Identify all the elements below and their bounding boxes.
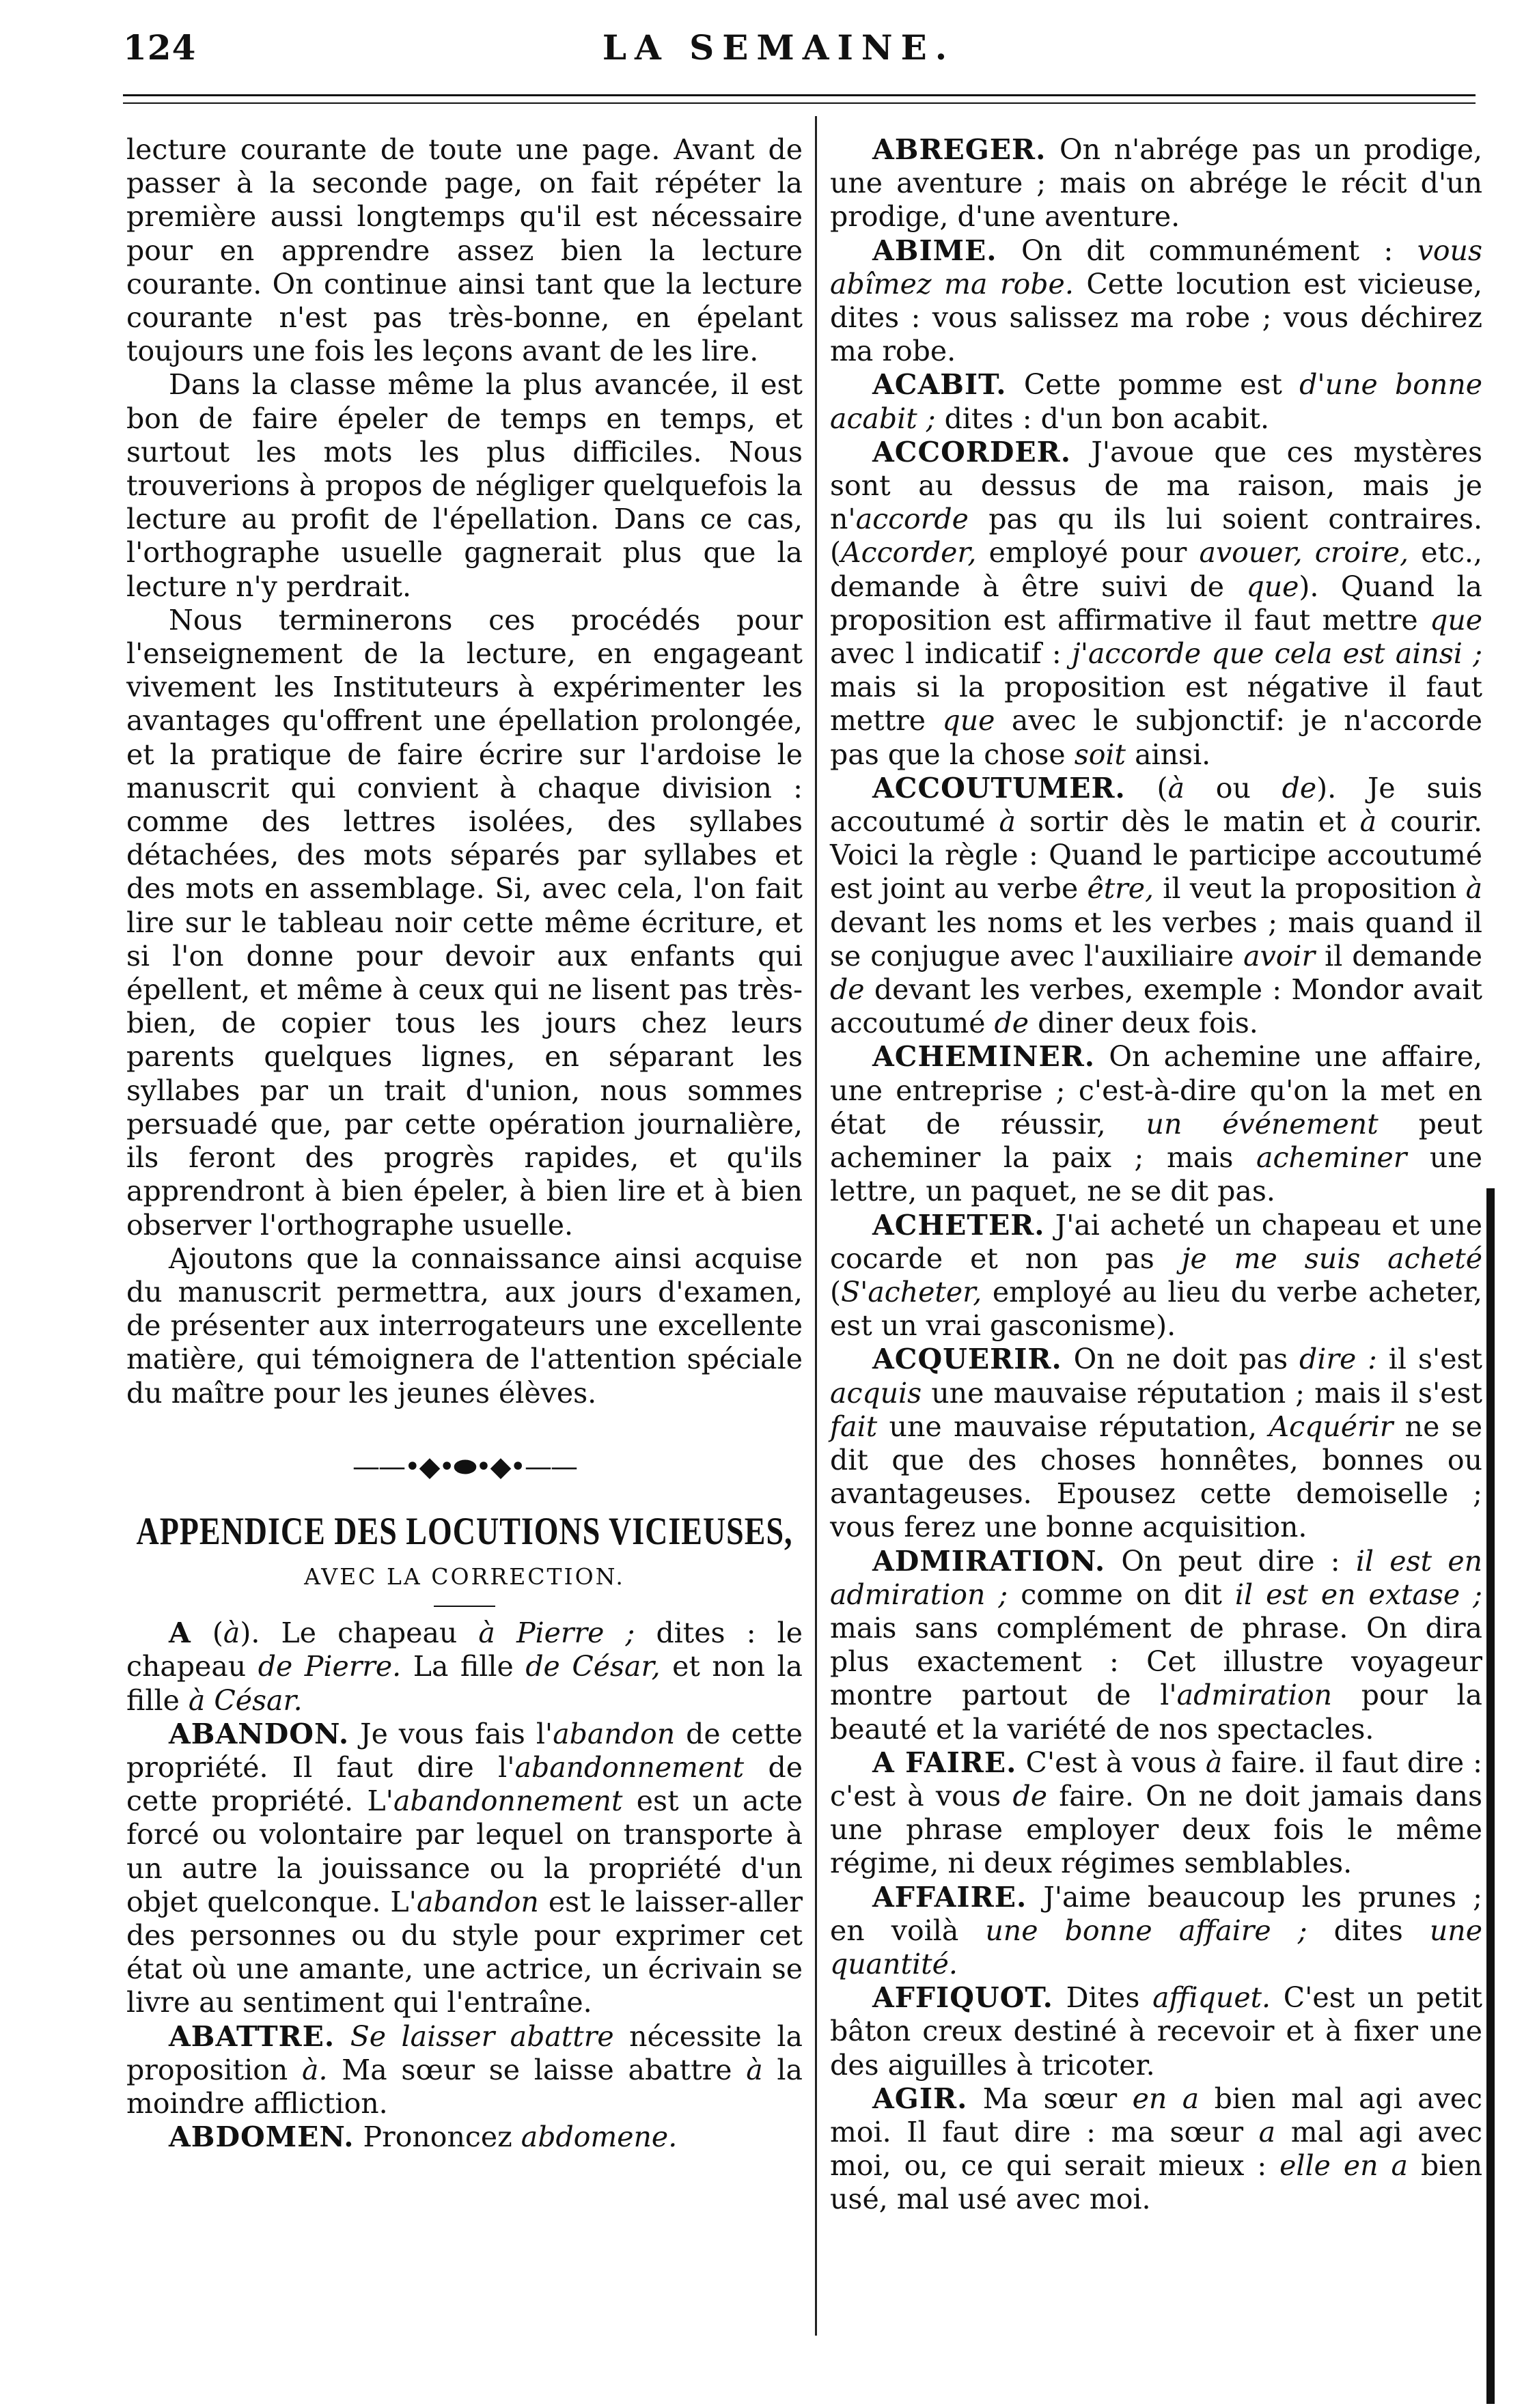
entry-term: ACCORDER.: [872, 435, 1072, 468]
entry-text: J'aime beaucoup les prunes ; en voilà: [830, 1880, 1482, 1947]
entry-text: sortir dès le matin et: [1015, 805, 1360, 839]
glossary-entry: [830, 1746, 1482, 1881]
entry-text: une mauvaise réputation,: [877, 1410, 1269, 1443]
entry-italic-text: à: [1167, 771, 1185, 804]
glossary-entry: [830, 368, 1482, 435]
entry-text: dites : le chapeau: [126, 1616, 803, 1683]
entry-text: avec le subjonctif: je n'accorde pas que la chose: [830, 704, 1482, 771]
entry-text: J'ai acheté un chapeau et une cocarde et non pas: [830, 1208, 1482, 1275]
entry-italic-text: je me suis acheté: [1181, 1242, 1482, 1275]
entry-text: ). Je suis accoutumé: [830, 771, 1483, 839]
entry-text: employé pour: [976, 536, 1200, 570]
entry-text: Ma sœur: [967, 2082, 1133, 2115]
entry-text: C'est un petit bâton creux destiné à recevoir et à fixer une des aiguilles à tricoter.: [830, 1981, 1482, 2082]
entry-italic-text: d'une bonne acabit ;: [830, 368, 1482, 435]
entry-italic-text: abandon: [416, 1885, 539, 1918]
entry-italic-text: que: [1246, 570, 1299, 603]
entry-text: et non la fille: [126, 1650, 803, 1717]
entry-italic-text: soit: [1074, 738, 1126, 771]
header-rule: [123, 94, 1476, 96]
entry-text: (: [1125, 771, 1168, 804]
entry-italic-text: dire :: [1299, 1343, 1377, 1376]
entry-italic-text: de: [994, 1007, 1029, 1040]
entry-italic-text: que: [1430, 603, 1482, 636]
section-subtitle: AVEC LA CORRECTION.: [304, 1563, 625, 1590]
page-number: 124: [123, 27, 197, 68]
right-column: [830, 133, 1482, 2217]
paragraph: Dans la classe même la plus avancée, il est bon de faire épeler de temps en temps, et surtout les mots les plus difficiles. Nous trouverions à propos de négliger quelquefois la lecture au profit de l'épellation. Dans ce cas, l'orthographe usuelle gagnerait plus que la lecture n'y perdrait.: [126, 368, 803, 603]
entry-text: est le laisser-aller des personnes ou du style pour exprimer cet état où une amante, une actrice, un écrivain se livre au sentiment qui l'entraîne.: [126, 1885, 803, 2019]
entry-italic-text: j'accorde que cela est ainsi ;: [1071, 637, 1483, 671]
paragraph: Ajoutons que la connaissance ainsi acquise du manuscrit permettra, aux jours d'examen, de présenter aux interrogateurs une excellente matière, qui témoignera de l'attention spéciale du maître pour les jeunes élèves.: [126, 1242, 803, 1410]
entry-text: la moindre affliction.: [126, 2053, 803, 2120]
glossary-entry: [830, 234, 1482, 369]
entry-text: [335, 2020, 350, 2053]
entry-italic-text: abandon: [553, 1717, 676, 1750]
entry-text: mal agi avec moi, ou, ce qui serait mieux :: [830, 2115, 1482, 2183]
entry-italic-text: fait: [830, 1410, 878, 1443]
glossary-entry: [830, 1881, 1482, 1982]
entry-text: On ne doit pas: [1062, 1343, 1300, 1376]
entry-text: dites : d'un bon acabit.: [935, 402, 1270, 435]
entry-italic-text: de: [1282, 771, 1317, 804]
entry-italic-text: de Pierre.: [258, 1650, 402, 1683]
entry-italic-text: à: [1205, 1746, 1223, 1779]
entry-text: ne se dit que des choses honnêtes, bonnes ou avantageuses. Epousez cette demoiselle ; vous ferez une bonne acquisition.: [830, 1410, 1482, 1544]
entry-italic-text: abdomene.: [521, 2120, 678, 2154]
entry-term: AFFAIRE.: [872, 1880, 1027, 1914]
entry-italic-text: il est en admiration ;: [830, 1544, 1482, 1611]
entry-italic-text: être,: [1087, 872, 1154, 906]
entry-term: ACCOUTUMER.: [872, 771, 1126, 804]
page-edge-shadow: [1486, 1188, 1495, 2404]
entry-text: il demande: [1315, 939, 1483, 972]
entry-italic-text: que: [942, 704, 995, 738]
entry-italic-text: Accorder,: [841, 536, 977, 570]
entry-text: employé au lieu du verbe acheter, est un vrai gasconisme).: [830, 1275, 1482, 1343]
entry-italic-text: un événement: [1146, 1107, 1379, 1140]
glossary-entry: [830, 1040, 1482, 1208]
entry-term: ACHEMINER.: [872, 1040, 1096, 1074]
entry-text: On achemine une affaire, une entreprise ; c'est-à-dire qu'on la met en état de réussir,: [830, 1040, 1482, 1140]
running-title: LA SEMAINE.: [602, 27, 956, 68]
entry-italic-text: elle en a: [1279, 2149, 1408, 2183]
entry-text: etc., demande à être suivi de: [830, 536, 1482, 603]
entry-text: Prononcez: [354, 2120, 521, 2154]
entry-text: La fille: [401, 1650, 526, 1683]
header-rule-thin: [123, 102, 1476, 104]
entry-text: bien mal agi avec moi. Il faut dire : ma sœur: [830, 2082, 1483, 2148]
entry-text: On dit communément :: [997, 234, 1417, 267]
entry-text: On peut dire :: [1105, 1544, 1356, 1578]
entry-term: ABDOMEN.: [169, 2120, 355, 2154]
glossary-entry: [126, 2120, 803, 2154]
entry-term: ABATTRE.: [169, 2019, 335, 2053]
entry-term: ABIME.: [872, 234, 997, 267]
glossary-entry: [830, 436, 1482, 772]
entry-italic-text: Acquérir: [1269, 1410, 1394, 1443]
entry-italic-text: à: [746, 2053, 763, 2086]
entry-text: ). Le chapeau: [240, 1616, 479, 1650]
entry-italic-text: Se laisser abattre: [350, 2019, 614, 2053]
glossary-entries-left: [126, 1616, 803, 2154]
glossary-entry: [126, 1718, 803, 2020]
page-header: [123, 27, 1476, 82]
entry-text: Je vous fais l': [349, 1717, 553, 1750]
glossary-entry: [126, 1616, 803, 1718]
entry-italic-text: avoir: [1243, 939, 1316, 972]
entry-text: C'est à vous: [1016, 1746, 1206, 1779]
entry-italic-text: de: [830, 973, 865, 1007]
glossary-entry: [830, 1545, 1482, 1746]
entry-term: ADMIRATION.: [872, 1544, 1106, 1578]
section-ornament: ——•◆•⬬•◆•——: [352, 1451, 577, 1483]
entry-italic-text: de César,: [525, 1650, 661, 1683]
paragraph: Nous terminerons ces procédés pour l'enseignement de la lecture, en engageant vivement les Instituteurs à expérimenter les avantages qu'offrent une épellation prolongée, et la pratique de faire écrire sur l'ardoise le manuscrit qui convient à chaque division : comme des lettres isolées, des syllabes détachées, des mots séparés par syllabes et des mots en assemblage. Si, avec cela, l'on fait lire sur le tableau noir cette même écriture, et si l'on donne pour devoir aux enfants qui épellent, et même à ceux qui ne lisent pas très-bien, de copier tous les jours chez leurs parents quelques lignes, en séparant les syllabes par un trait d'union, nous sommes persuadé que, par cette opération journalière, ils feront des progrès rapides, et qu'ils apprendront à bien épeler, à bien lire et à bien observer l'orthographe usuelle.: [126, 603, 803, 1242]
entry-text: de cette propriété. L': [126, 1750, 803, 1818]
glossary-entry: [830, 1981, 1482, 2082]
entry-italic-text: de: [1012, 1779, 1047, 1812]
entry-italic-text: à: [223, 1616, 240, 1650]
paragraph: lecture courante de toute une page. Avant de passer à la seconde page, on fait répéter la première aussi longtemps qu'il est nécessaire pour en apprendre assez bien la lecture courante. On continue ainsi tant que la lecture courante n'est pas très-bonne, en épelant toujours une fois les leçons avant de les lire.: [126, 133, 803, 368]
entry-italic-text: à: [1465, 872, 1483, 906]
entry-italic-text: S'acheter,: [841, 1275, 982, 1308]
entry-text: une mauvaise réputation ; mais il s'est: [922, 1376, 1482, 1410]
entry-term: ABANDON.: [169, 1717, 350, 1750]
entry-italic-text: en a: [1132, 2082, 1200, 2115]
entry-term: ACQUERIR.: [872, 1343, 1062, 1376]
glossary-entry: [830, 133, 1482, 234]
entry-term: ACHETER.: [872, 1208, 1045, 1242]
entry-italic-text: à: [1359, 805, 1377, 839]
entry-text: On n'abrége pas un prodige, une aventure ; mais on abrége le récit d'un prodige, d'une aventure.: [830, 133, 1482, 234]
entry-text: mais sans complément de phrase. On dira plus exactement : Cet illustre voyageur montre partout de l': [830, 1611, 1482, 1712]
entry-term: AGIR.: [872, 2082, 968, 2115]
entry-text: J'avoue que ces mystères sont au dessus de ma raison, mais je n': [830, 435, 1482, 536]
entry-italic-text: à Pierre ;: [478, 1616, 635, 1650]
entry-text: Dites: [1053, 1981, 1153, 2015]
entry-text: il veut la proposition: [1154, 872, 1466, 906]
entry-italic-text: abandonnement: [393, 1784, 623, 1818]
entry-text: bien usé, mal usé avec moi.: [830, 2149, 1483, 2216]
entry-text: comme on dit: [1008, 1578, 1235, 1611]
left-column: [126, 133, 803, 2154]
entry-text: pas qu ils lui soient contraires. (: [830, 503, 1482, 570]
entry-text: ou: [1185, 771, 1282, 804]
entry-italic-text: accorde: [855, 503, 969, 536]
entry-text: faire. On ne doit jamais dans une phrase employer deux fois le même régime, ni deux régimes semblables.: [830, 1779, 1482, 1880]
entry-term: ABREGER.: [872, 133, 1047, 166]
entry-text: nécessite la proposition: [126, 2019, 803, 2086]
entry-text: pour la beauté et la variété de nos spectacles.: [830, 1679, 1482, 1746]
short-divider: [434, 1606, 495, 1607]
entry-term: AFFIQUOT.: [872, 1981, 1053, 2015]
section-title: APPENDICE DES LOCUTIONS VICIEUSES,: [136, 1509, 793, 1553]
entry-text: ainsi.: [1126, 738, 1211, 771]
entry-term: A FAIRE.: [872, 1746, 1017, 1779]
entry-italic-text: une bonne affaire ;: [985, 1914, 1307, 1947]
entry-text: de cette propriété. Il faut dire l': [126, 1717, 803, 1784]
entry-italic-text: à.: [302, 2053, 328, 2086]
entry-text: courir. Voici la règle : Quand le participe accoutumé est joint au verbe: [830, 805, 1482, 906]
column-divider: [815, 116, 817, 2336]
glossary-entry: [830, 2082, 1482, 2217]
entry-italic-text: avouer, croire,: [1199, 536, 1409, 570]
entry-italic-text: acquis: [830, 1376, 922, 1410]
glossary-entry: [830, 772, 1482, 1041]
entry-text: (: [191, 1616, 223, 1650]
glossary-entry: [830, 1209, 1482, 1343]
entry-italic-text: vous abîmez ma robe.: [830, 234, 1482, 300]
entry-text: mais si la proposition est négative il faut mettre: [830, 671, 1482, 738]
glossary-entry: [126, 2020, 803, 2121]
entry-text: une lettre, un paquet, ne se dit pas.: [830, 1141, 1482, 1208]
entry-italic-text: à César.: [188, 1683, 303, 1717]
entry-text: peut acheminer la paix ; mais: [830, 1107, 1482, 1175]
entry-italic-text: il est en extase ;: [1234, 1578, 1482, 1611]
entry-italic-text: a: [1258, 2115, 1276, 2148]
entry-italic-text: abandonnement: [514, 1750, 745, 1784]
entry-term: ACABIT.: [872, 368, 1007, 402]
glossary-entries-right: [830, 133, 1482, 2217]
glossary-entry: [830, 1343, 1482, 1544]
entry-text: devant les verbes, exemple : Mondor avait accoutumé: [830, 973, 1482, 1040]
entry-italic-text: acheminer: [1256, 1141, 1407, 1175]
entry-text: ). Quand la proposition est affirmative il faut mettre: [830, 570, 1482, 636]
entry-text: Cette pomme est: [1006, 368, 1300, 402]
entry-text: diner deux fois.: [1029, 1007, 1258, 1040]
entry-text: Ma sœur se laisse abattre: [327, 2053, 747, 2086]
entry-text: avec l indicatif :: [830, 637, 1072, 671]
entry-text: devant les noms et les verbes ; mais quand il se conjugue avec l'auxiliaire: [830, 906, 1482, 972]
entry-italic-text: admiration: [1176, 1679, 1333, 1712]
entry-text: faire. il faut dire : c'est à vous: [830, 1746, 1482, 1812]
entry-italic-text: à: [999, 805, 1016, 839]
entry-term: A: [169, 1616, 191, 1650]
entry-text: (: [830, 1275, 841, 1308]
entry-text: il s'est: [1376, 1343, 1482, 1376]
entry-italic-text: affiquet.: [1152, 1981, 1271, 2015]
entry-italic-text: une quantité.: [830, 1914, 1482, 1980]
entry-text: Cette locution est vicieuse, dites : vous salissez ma robe ; vous déchirez ma robe.: [830, 267, 1482, 368]
entry-text: dites: [1307, 1914, 1430, 1947]
entry-text: est un acte forcé ou volontaire par lequel on transporte à un autre la jouissance ou la propriété d'un objet quelconque. L': [126, 1784, 803, 1918]
